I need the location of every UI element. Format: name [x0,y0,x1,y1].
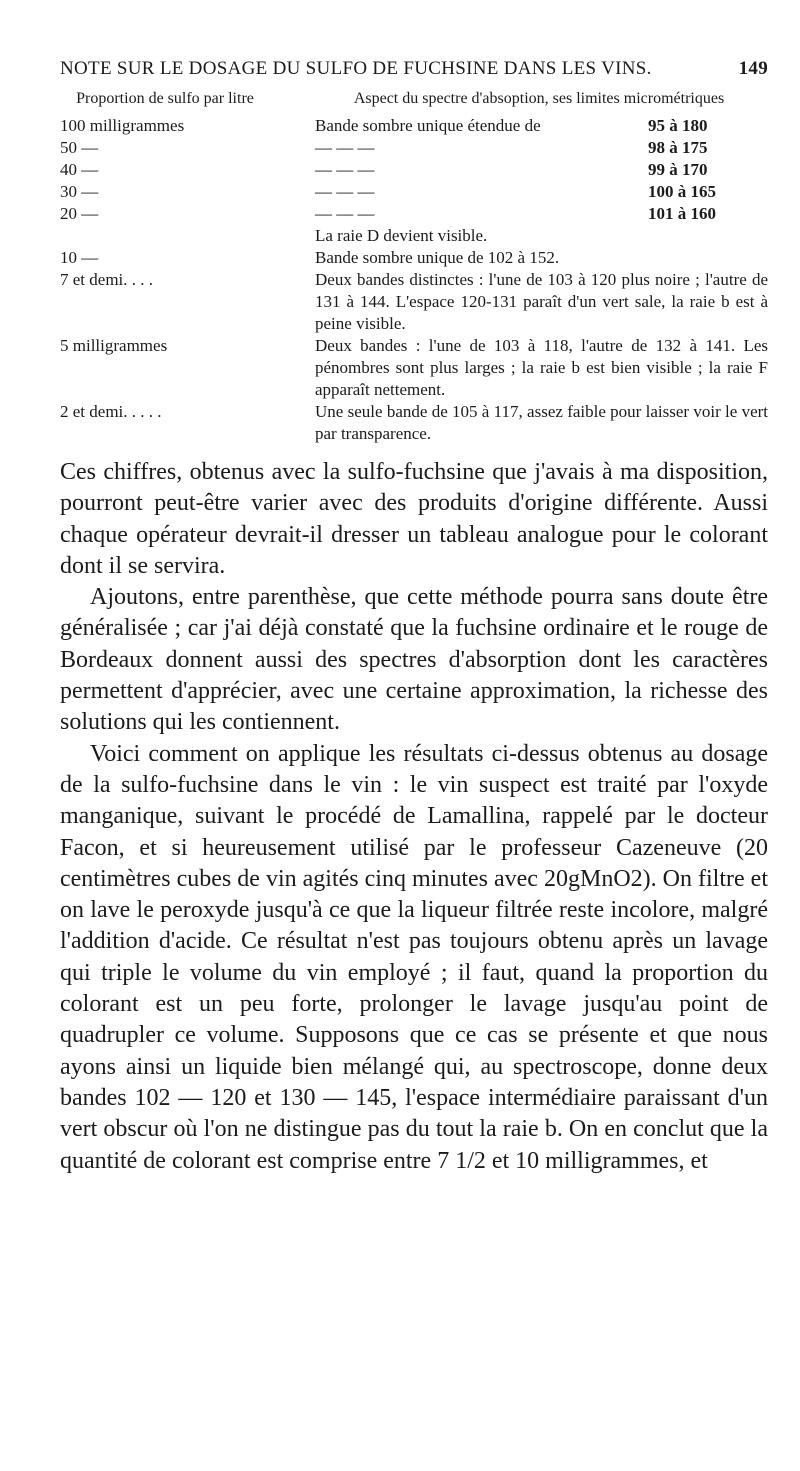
table-row [60,401,768,445]
table-row [60,137,768,159]
row-aspect: Bande sombre unique étendue de [315,116,541,135]
row-aspect: — — — [315,160,375,179]
table-header [60,90,768,107]
page-number: 149 [738,58,768,79]
table-note-row [60,225,768,247]
table-row [60,159,768,181]
row-proportion: 5 milligrammes [60,336,168,355]
row-proportion: 50 — [60,138,99,157]
row-proportion: 7 et demi. . . . [60,270,154,289]
header-title: NOTE SUR LE DOSAGE DU SULFO DE FUCHSINE DANS LES VINS. [60,58,652,79]
paragraph: Ces chiffres, obtenus avec la sulfo-fuchsine que j'avais à ma disposition, pourront peut-être varier avec des produits d'origine différente. Aussi chaque opérateur devrait-il dresser un tableau analogue pour le colorant dont il se servira. [60,459,768,579]
row-proportion: 100 milligrammes [60,116,185,135]
row-aspect: — — — [315,138,375,157]
column-header-proportion: Proportion de sulfo par litre [76,90,254,107]
row-range: 100 à 165 [648,182,716,201]
row-note: La raie D devient visible. [315,226,488,245]
row-proportion: 2 et demi. . . . . [60,402,162,421]
table-row [60,181,768,203]
table-row [60,269,768,335]
row-range: 98 à 175 [648,138,708,157]
body-text [60,457,768,1177]
table-row [60,335,768,401]
row-range: 99 à 170 [648,160,708,179]
row-range: 101 à 160 [648,204,716,223]
table-row [60,115,768,137]
spectrum-table [60,115,768,445]
row-aspect: Deux bandes : l'une de 103 à 118, l'autre de 132 à 141. Les pénombres sont plus larges ; la raie b est bien visible ; la raie F apparaît nettement. [315,336,768,399]
paragraph: Ajoutons, entre parenthèse, que cette méthode pourra sans doute être généralisée ; car j'ai déjà constaté que la fuchsine ordinaire et le rouge de Bordeaux donnent aussi des spectres d'absorption dont les caractères permettent d'apprécier, avec une certaine approximation, la richesse des solutions qui les contiennent. [60,584,768,736]
row-proportion: 20 — [60,204,99,223]
row-proportion: 10 — [60,248,99,267]
column-header-aspect: Aspect du spectre d'absoption, ses limites micrométriques [353,90,725,107]
row-aspect: Une seule bande de 105 à 117, assez faible pour laisser voir le vert par transparence. [315,402,768,443]
book-page [60,58,768,1177]
table-row [60,203,768,225]
row-range: 95 à 180 [648,116,708,135]
row-aspect: Deux bandes distinctes : l'une de 103 à 120 plus noire ; l'autre de 131 à 144. L'espace 120-131 paraît d'un vert sale, la raie b est à peine visible. [315,270,768,333]
row-aspect: — — — [315,204,375,223]
row-aspect: Bande sombre unique de 102 à 152. [315,248,560,267]
running-header [60,58,768,80]
table-row [60,247,768,269]
row-proportion: 40 — [60,160,99,179]
row-aspect: — — — [315,182,375,201]
row-proportion: 30 — [60,182,99,201]
paragraph: Voici comment on applique les résultats ci-dessus obtenus au dosage de la sulfo-fuchsine dans le vin : le vin suspect est traité par l'oxyde manganique, suivant le procédé de Lamallina, rappelé par le docteur Facon, et si heureusement utilisé par le professeur Cazeneuve (20 centimètres cubes de vin agités cinq minutes avec 20gMnO2). On filtre et on lave le peroxyde jusqu'à ce que la liqueur filtrée reste incolore, malgré l'addition d'acide. Ce résultat n'est pas toujours obtenu après un lavage qui triple le volume du vin employé ; il faut, quand la proportion du colorant est un peu forte, prolonger le lavage jusqu'au point de quadrupler ce volume. Supposons que ce cas se présente et que nous ayons ainsi un liquide bien mélangé qui, au spectroscope, donne deux bandes 102 — 120 et 130 — 145, l'espace intermédiaire paraissant d'un vert obscur où l'on ne distingue pas du tout la raie b. On en conclut que la quantité de colorant est comprise entre 7 1/2 et 10 milligrammes, et [60,740,768,1174]
